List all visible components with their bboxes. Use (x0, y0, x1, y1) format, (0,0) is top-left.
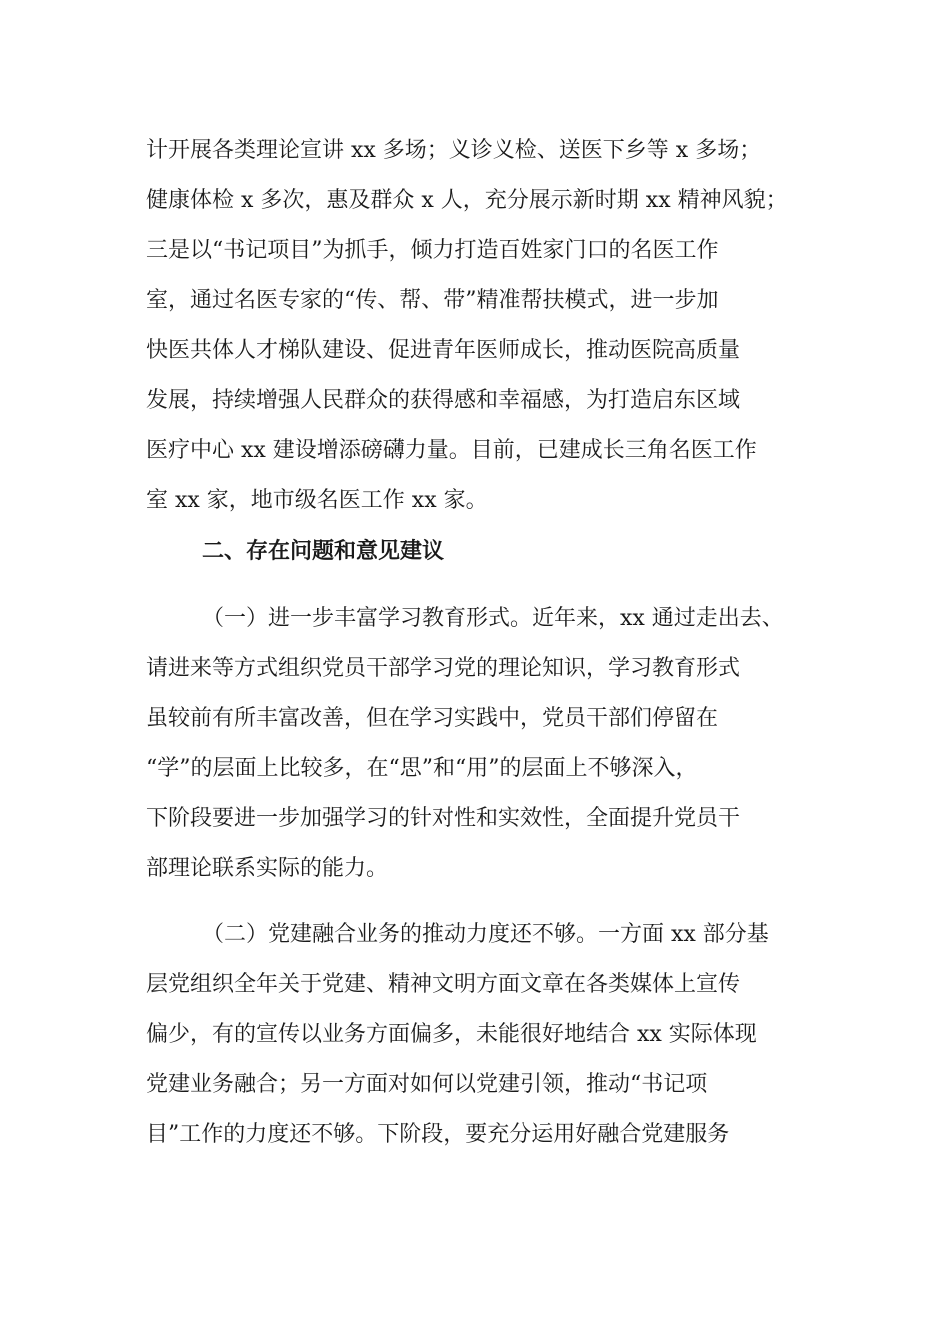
paragraph-3-line-5: 目”工作的力度还不够。下阶段，要充分运用好融合党建服务 (146, 1122, 730, 1147)
paragraph-2-line-3: 虽较前有所丰富改善，但在学习实践中，党员干部们停留在 (146, 706, 719, 731)
paragraph-1-line-3: 三是以“书记项目”为抓手，倾力打造百姓家门口的名医工作 (146, 238, 719, 263)
paragraph-2-line-6: 部理论联系实际的能力。 (146, 856, 389, 881)
paragraph-1-line-2: 健康体检 x 多次，惠及群众 x 人，充分展示新时期 xx 精神风貌； (146, 188, 788, 213)
paragraph-3-line-4: 党建业务融合；另一方面对如何以党建引领，推动“书记项 (146, 1072, 708, 1097)
paragraph-1-line-4: 室，通过名医专家的“传、帮、带”精准帮扶模式，进一步加 (146, 288, 719, 313)
paragraph-1-line-7: 医疗中心 xx 建设增添磅礴力量。目前，已建成长三角名医工作 (146, 438, 757, 463)
paragraph-3-line-1: （二）党建融合业务的推动力度还不够。一方面 xx 部分基 (202, 922, 769, 947)
paragraph-2-line-5: 下阶段要进一步加强学习的针对性和实效性，全面提升党员干 (146, 806, 741, 831)
paragraph-1-line-8: 室 xx 家，地市级名医工作 xx 家。 (146, 488, 488, 513)
paragraph-1-line-6: 发展，持续增强人民群众的获得感和幸福感，为打造启东区域 (146, 388, 741, 413)
paragraph-1-line-1: 计开展各类理论宣讲 xx 多场；义诊义检、送医下乡等 x 多场； (146, 138, 762, 163)
paragraph-3-line-2: 层党组织全年关于党建、精神文明方面文章在各类媒体上宣传 (146, 972, 741, 997)
paragraph-2-line-4: “学”的层面上比较多，在“思”和“用”的层面上不够深入， (146, 756, 698, 781)
paragraph-3-line-3: 偏少，有的宣传以业务方面偏多，未能很好地结合 xx 实际体现 (146, 1022, 757, 1047)
section-heading: 二、存在问题和意见建议 (202, 539, 445, 564)
paragraph-2-line-2: 请进来等方式组织党员干部学习党的理论知识，学习教育形式 (146, 656, 741, 681)
paragraph-2-line-1: （一）进一步丰富学习教育形式。近年来，xx 通过走出去、 (202, 606, 784, 631)
paragraph-1-line-5: 快医共体人才梯队建设、促进青年医师成长，推动医院高质量 (146, 338, 741, 363)
